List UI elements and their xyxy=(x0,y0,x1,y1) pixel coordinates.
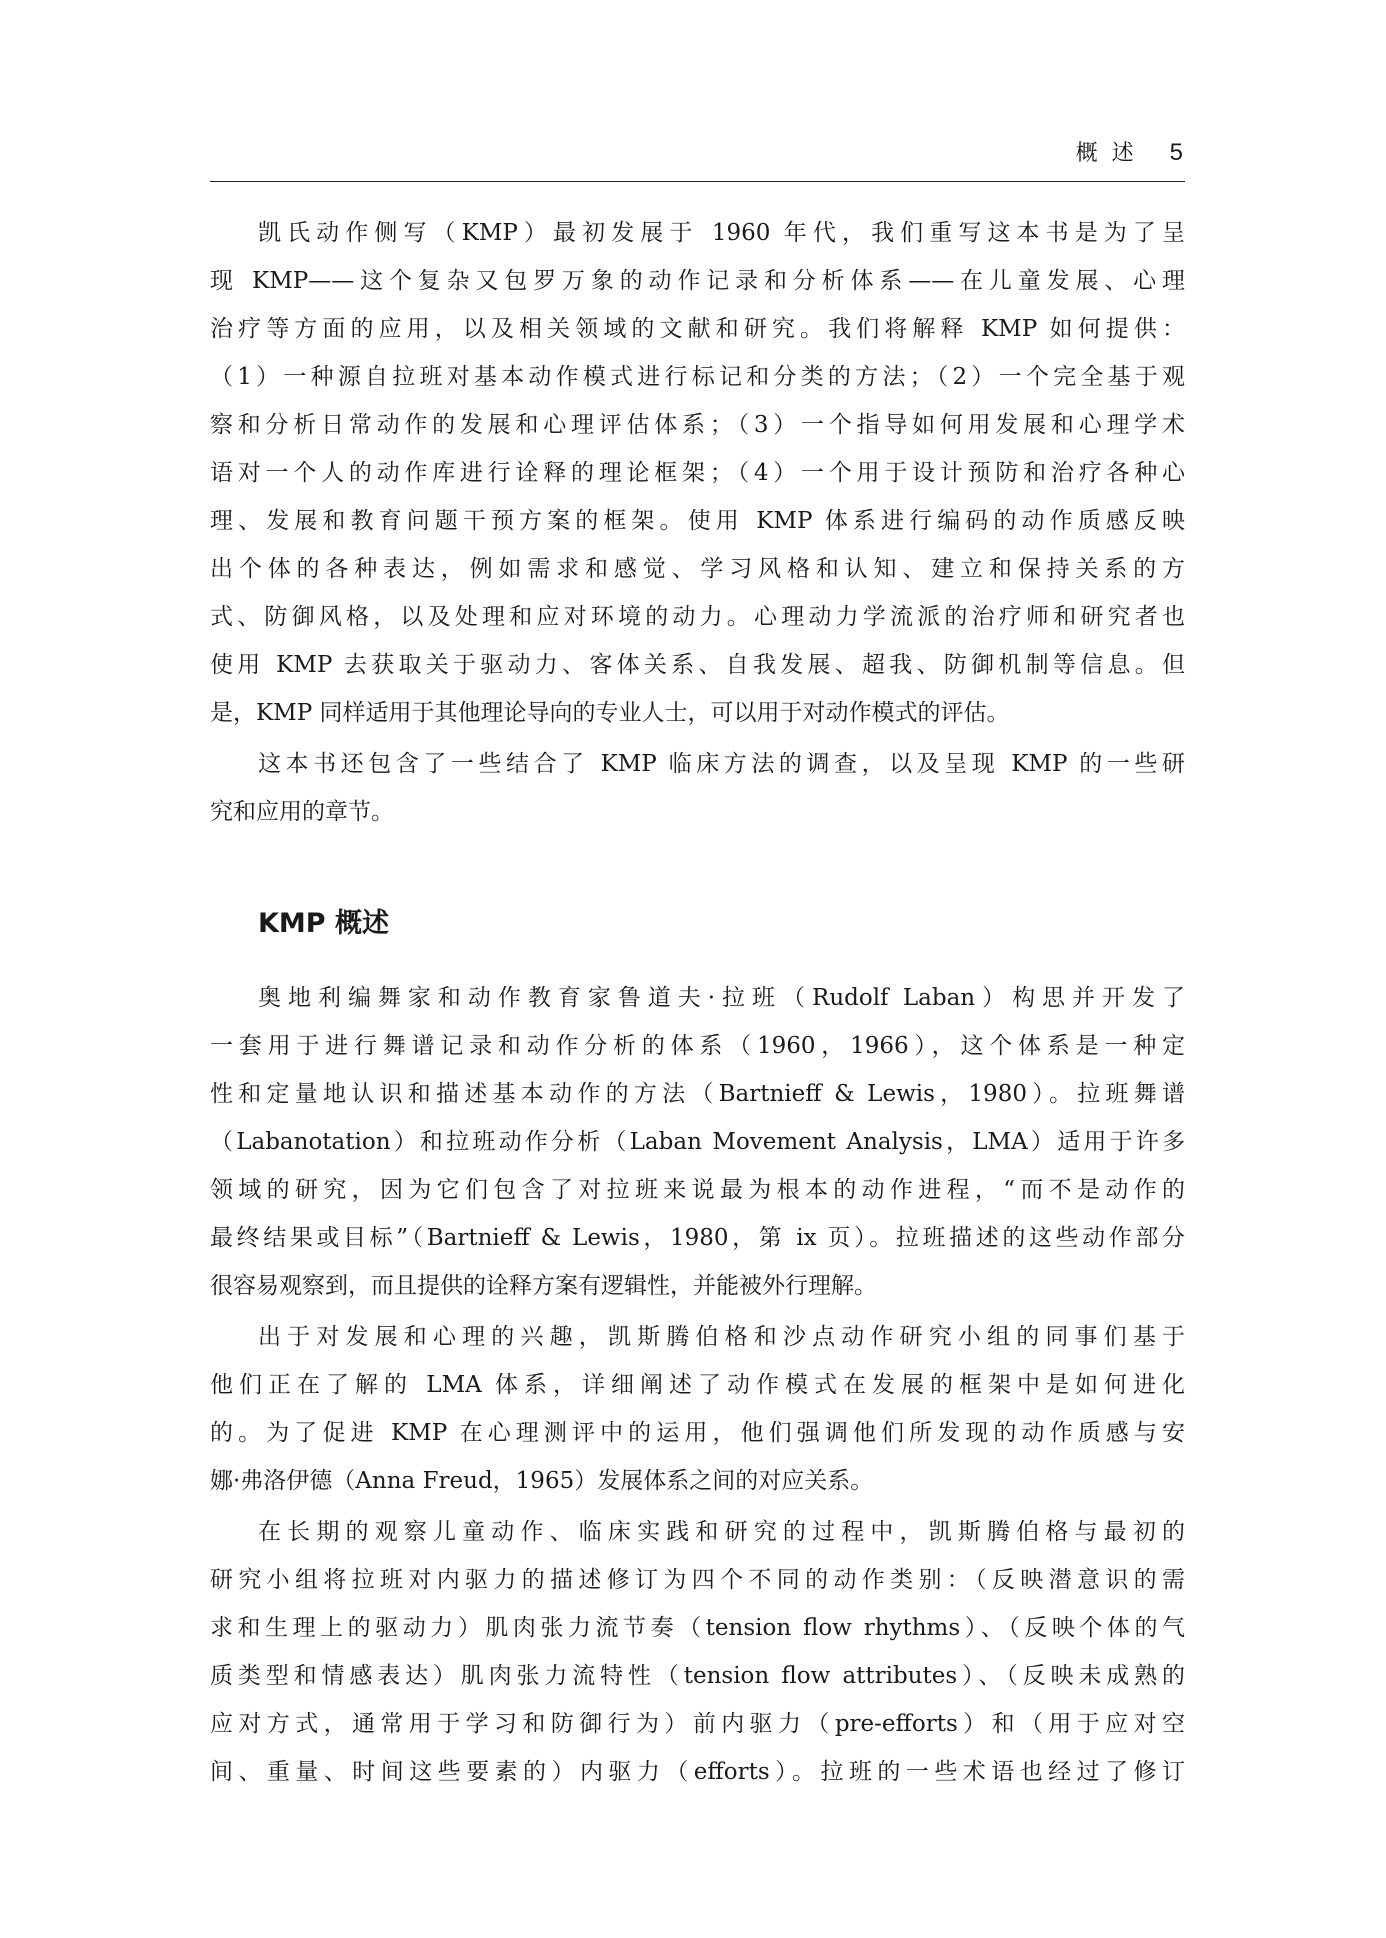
text-line: 出个体的各种表达，例如需求和感觉、学习风格和认知、建立和保持关系的方 xyxy=(210,556,1185,582)
running-head xyxy=(210,136,1185,170)
paragraph xyxy=(210,974,1185,1310)
text-line: 领域的研究，因为它们包含了对拉班来说最为根本的动作进程，“而不是动作的 xyxy=(210,1177,1185,1203)
text-line: 应对方式，通常用于学习和防御行为）前内驱力（pre-efforts）和（用于应对空 xyxy=(210,1711,1185,1737)
text-line: 质类型和情感表达）肌肉张力流特性（tension flow attributes）、（反映未成熟的 xyxy=(210,1663,1185,1689)
paragraph xyxy=(210,1508,1185,1796)
text-line: 性和定量地认识和描述基本动作的方法（Bartnieff & Lewis，1980）。拉班舞谱 xyxy=(210,1081,1185,1107)
text-line: 理、发展和教育问题干预方案的框架。使用 KMP 体系进行编码的动作质感反映 xyxy=(210,508,1185,534)
text-line: 最终结果或目标”（Bartnieff & Lewis，1980，第 ix 页）。拉班描述的这些动作部分 xyxy=(210,1225,1185,1251)
text-line: 使用 KMP 去获取关于驱动力、客体关系、自我发展、超我、防御机制等信息。但 xyxy=(210,652,1185,678)
text-line: 语对一个人的动作库进行诠释的理论框架；（4）一个用于设计预防和治疗各种心 xyxy=(210,460,1185,486)
text-line: 间、重量、时间这些要素的）内驱力（efforts）。拉班的一些术语也经过了修订 xyxy=(210,1759,1185,1785)
text-line: 出于对发展和心理的兴趣，凯斯腾伯格和沙点动作研究小组的同事们基于 xyxy=(258,1324,1185,1350)
text-line: 求和生理上的驱动力）肌肉张力流节奏（tension flow rhythms）、（反映个体的气 xyxy=(210,1615,1185,1641)
page-number: 5 xyxy=(1169,139,1185,166)
text-line: 的。为了促进 KMP 在心理测评中的运用，他们强调他们所发现的动作质感与安 xyxy=(210,1420,1185,1446)
header-rule xyxy=(210,181,1185,182)
text-line: 式、防御风格，以及处理和应对环境的动力。心理动力学流派的治疗师和研究者也 xyxy=(210,604,1185,630)
paragraph xyxy=(210,740,1185,836)
text-line: 现 KMP——这个复杂又包罗万象的动作记录和分析体系——在儿童发展、心理 xyxy=(210,268,1185,294)
text-line: 研究小组将拉班对内驱力的描述修订为四个不同的动作类别：（反映潜意识的需 xyxy=(210,1567,1185,1593)
intro-paragraphs xyxy=(210,209,1185,836)
text-line: 很容易观察到，而且提供的诠释方案有逻辑性，并能被外行理解。 xyxy=(210,1273,877,1299)
text-line: 治疗等方面的应用，以及相关领域的文献和研究。我们将解释 KMP 如何提供： xyxy=(210,316,1185,342)
text-line: 究和应用的章节。 xyxy=(210,799,394,825)
text-line: （Labanotation）和拉班动作分析（Laban Movement Analysis，LMA）适用于许多 xyxy=(210,1129,1185,1155)
paragraph xyxy=(210,209,1185,737)
text-line: 娜·弗洛伊德（Anna Freud，1965）发展体系之间的对应关系。 xyxy=(210,1468,874,1494)
text-line: 察和分析日常动作的发展和心理评估体系；（3）一个指导如何用发展和心理学术 xyxy=(210,412,1185,438)
page-body xyxy=(210,209,1185,1796)
paragraph xyxy=(210,1313,1185,1505)
text-line: （1）一种源自拉班对基本动作模式进行标记和分类的方法；（2）一个完全基于观 xyxy=(210,364,1185,390)
text-line: 这本书还包含了一些结合了 KMP 临床方法的调查，以及呈现 KMP 的一些研 xyxy=(258,751,1185,777)
text-line: 一套用于进行舞谱记录和动作分析的体系（1960，1966），这个体系是一种定 xyxy=(210,1033,1185,1059)
text-line: 在长期的观察儿童动作、临床实践和研究的过程中，凯斯腾伯格与最初的 xyxy=(258,1519,1185,1545)
text-line: 是，KMP 同样适用于其他理论导向的专业人士，可以用于对动作模式的评估。 xyxy=(210,700,1010,726)
text-line: 凯氏动作侧写（KMP）最初发展于 1960 年代，我们重写这本书是为了呈 xyxy=(258,220,1185,246)
section-heading: KMP 概述 xyxy=(258,908,389,939)
text-line: 他们正在了解的 LMA 体系，详细阐述了动作模式在发展的框架中是如何进化 xyxy=(210,1372,1185,1398)
running-head-section: 概述 xyxy=(1075,141,1148,166)
section-paragraphs xyxy=(210,974,1185,1796)
text-line: 奥地利编舞家和动作教育家鲁道夫·拉班（Rudolf Laban）构思并开发了 xyxy=(258,985,1185,1011)
